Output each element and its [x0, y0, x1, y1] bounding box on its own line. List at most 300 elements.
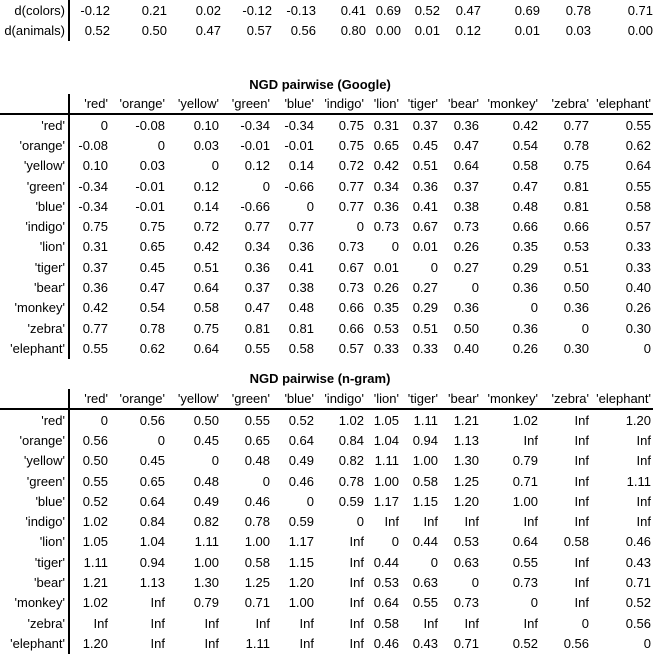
row-label: 'red' — [0, 409, 69, 430]
table-cell: 0.75 — [338, 137, 364, 153]
table-cell: 1.11 — [413, 412, 438, 428]
table-cell: 0.58 — [512, 158, 538, 174]
table-cell: 0 — [262, 473, 270, 489]
table-cell: Inf — [574, 432, 589, 448]
table-cell: 0.79 — [512, 453, 538, 469]
table-cell: 0.55 — [244, 412, 270, 428]
google-table-title: NGD pairwise (Google) — [249, 77, 391, 92]
column-header: 'zebra' — [540, 94, 591, 114]
table-row — [0, 409, 653, 430]
column-header: 'orange' — [110, 94, 167, 114]
table-cell: Inf — [574, 473, 589, 489]
table-cell: 0.36 — [453, 117, 479, 133]
table-cell: 0.44 — [412, 534, 438, 550]
table-cell: 0.75 — [338, 117, 364, 133]
table-cell: 0.00 — [627, 23, 653, 39]
table-cell: 0.48 — [288, 300, 314, 316]
column-header: 'tiger' — [401, 94, 440, 114]
table-cell: 0.26 — [373, 280, 399, 296]
table-cell: 0.31 — [373, 117, 399, 133]
table-cell: Inf — [150, 595, 165, 611]
table-cell: 0.66 — [563, 219, 589, 235]
table-cell: 0.52 — [414, 2, 440, 18]
table-row — [0, 430, 653, 450]
table-cell: 0.14 — [288, 158, 314, 174]
ngram-table-body — [0, 409, 653, 654]
table-cell: 0.31 — [82, 239, 108, 255]
table-cell: 0.63 — [453, 554, 479, 570]
row-label: 'indigo' — [0, 511, 69, 531]
table-cell: 0.37 — [412, 117, 438, 133]
table-cell: 0.01 — [414, 23, 440, 39]
table-cell: 0.27 — [453, 259, 479, 275]
table-cell: 0.52 — [82, 493, 108, 509]
table-cell: 0 — [100, 117, 108, 133]
table-cell: 0.34 — [373, 178, 399, 194]
row-label: 'elephant' — [0, 338, 69, 358]
table-cell: Inf — [349, 554, 364, 570]
column-header: 'bear' — [440, 389, 481, 409]
table-cell: 0.46 — [373, 635, 399, 651]
table-cell: 0 — [211, 158, 219, 174]
table-cell: 0.21 — [141, 2, 167, 18]
table-cell: 0.64 — [453, 158, 479, 174]
table-cell: 0.47 — [453, 137, 479, 153]
table-cell: 0.01 — [412, 239, 438, 255]
table-cell: 0.03 — [565, 23, 591, 39]
ngram-table — [0, 389, 653, 654]
table-row — [0, 114, 653, 135]
row-label: 'zebra' — [0, 318, 69, 338]
table-cell: 0.36 — [563, 300, 589, 316]
table-cell: 0.36 — [288, 239, 314, 255]
column-header: 'monkey' — [481, 94, 540, 114]
column-header: 'blue' — [272, 94, 316, 114]
table-cell: 0.73 — [338, 239, 364, 255]
table-cell: 1.15 — [288, 554, 314, 570]
table-cell: Inf — [636, 493, 651, 509]
row-label: 'orange' — [0, 430, 69, 450]
table-cell: 0.48 — [193, 473, 219, 489]
row-label: 'lion' — [0, 237, 69, 257]
table-cell: 0.81 — [244, 320, 270, 336]
table-cell: 0.94 — [412, 432, 438, 448]
ngram-header-row — [0, 389, 653, 409]
table-row — [0, 257, 653, 277]
table-cell: 0.77 — [244, 219, 270, 235]
table-cell: 1.21 — [453, 412, 479, 428]
table-row — [0, 237, 653, 257]
table-cell: 1.04 — [139, 534, 165, 550]
table-cell: 0.26 — [512, 340, 538, 356]
table-cell: 0.40 — [453, 340, 479, 356]
table-cell: Inf — [349, 615, 364, 631]
table-cell: 0.57 — [246, 23, 272, 39]
table-cell: Inf — [636, 514, 651, 530]
table-cell: 0.38 — [288, 280, 314, 296]
table-cell: 0.84 — [338, 432, 364, 448]
table-cell: 0 — [530, 300, 538, 316]
table-row — [0, 532, 653, 552]
table-row — [0, 216, 653, 236]
table-cell: -0.01 — [135, 198, 165, 214]
table-cell: 0.01 — [514, 23, 540, 39]
table-row — [0, 277, 653, 297]
table-cell: 1.05 — [82, 534, 108, 550]
table-cell: 0.56 — [563, 635, 589, 651]
table-cell: 0.71 — [625, 575, 651, 591]
table-cell: 0.12 — [193, 178, 219, 194]
table-cell: 0.03 — [193, 137, 219, 153]
table-cell: -0.66 — [284, 178, 314, 194]
table-cell: 0.42 — [512, 117, 538, 133]
table-cell: 0.78 — [338, 473, 364, 489]
table-cell: 0.51 — [412, 158, 438, 174]
table-cell: 1.25 — [453, 473, 479, 489]
table-cell: 0.64 — [625, 158, 651, 174]
table-cell: 0.50 — [141, 23, 167, 39]
table-cell: Inf — [150, 615, 165, 631]
table-cell: 0.58 — [244, 554, 270, 570]
table-cell: 0.50 — [193, 412, 219, 428]
table-cell: -0.34 — [78, 178, 108, 194]
table-cell: 0.84 — [139, 514, 165, 530]
table-cell: 0 — [157, 137, 165, 153]
table-cell: 1.21 — [82, 575, 108, 591]
column-header: 'red' — [69, 94, 110, 114]
table-row — [0, 338, 653, 358]
table-cell: Inf — [423, 615, 438, 631]
table-cell: 0.50 — [82, 453, 108, 469]
table-cell: 0.45 — [139, 259, 165, 275]
table-cell: 0.56 — [290, 23, 316, 39]
row-label: 'yellow' — [0, 451, 69, 471]
table-cell: 0.58 — [625, 198, 651, 214]
table-cell: 0.36 — [373, 198, 399, 214]
table-cell: 0.65 — [373, 137, 399, 153]
table-cell: 0.42 — [82, 300, 108, 316]
table-cell: 0.67 — [338, 259, 364, 275]
table-cell: Inf — [464, 615, 479, 631]
table-cell: 0.36 — [512, 280, 538, 296]
table-cell: 0.55 — [244, 340, 270, 356]
table-cell: 0.75 — [563, 158, 589, 174]
table-cell: 0.48 — [512, 198, 538, 214]
column-header: 'yellow' — [167, 94, 221, 114]
table-cell: 0.54 — [512, 137, 538, 153]
table-cell: 1.00 — [512, 493, 538, 509]
table-cell: 0.35 — [373, 300, 399, 316]
table-row — [0, 0, 655, 21]
table-cell: 0.94 — [139, 554, 165, 570]
table-row — [0, 451, 653, 471]
table-cell: Inf — [636, 453, 651, 469]
table-cell: Inf — [384, 514, 399, 530]
table-cell: 0.54 — [139, 300, 165, 316]
table-cell: 0.78 — [139, 320, 165, 336]
table-cell: 0.51 — [563, 259, 589, 275]
table-cell: 0 — [430, 554, 438, 570]
table-cell: 0 — [530, 595, 538, 611]
table-cell: 0 — [157, 432, 165, 448]
table-cell: 0.69 — [375, 2, 401, 18]
table-cell: 1.00 — [373, 473, 399, 489]
row-label: 'monkey' — [0, 298, 69, 318]
table-cell: 0.51 — [193, 259, 219, 275]
table-cell: Inf — [349, 534, 364, 550]
table-cell: 0.55 — [412, 595, 438, 611]
table-cell: 0.47 — [512, 178, 538, 194]
distance-table-block — [0, 0, 653, 41]
table-cell: 0.47 — [139, 280, 165, 296]
row-label: 'zebra' — [0, 613, 69, 633]
corner-cell — [0, 389, 69, 409]
table-cell: 1.17 — [373, 493, 399, 509]
table-cell: 0.47 — [455, 2, 481, 18]
table-cell: -0.01 — [135, 178, 165, 194]
table-cell: 0.45 — [139, 453, 165, 469]
table-cell: 0.75 — [139, 219, 165, 235]
table-cell: 0.33 — [373, 340, 399, 356]
table-cell: Inf — [204, 615, 219, 631]
table-cell: 0.75 — [193, 320, 219, 336]
table-cell: 0.59 — [338, 493, 364, 509]
table-cell: 0.73 — [453, 595, 479, 611]
table-cell: 0.12 — [244, 158, 270, 174]
table-cell: 1.11 — [374, 453, 399, 469]
table-cell: 0.38 — [453, 198, 479, 214]
distance-table — [0, 0, 655, 41]
table-cell: 0.64 — [373, 595, 399, 611]
column-header: 'green' — [221, 389, 272, 409]
table-cell: 0 — [306, 493, 314, 509]
table-cell: 0.43 — [625, 554, 651, 570]
row-label: d(colors) — [0, 0, 69, 21]
table-cell: 0.66 — [338, 300, 364, 316]
table-row — [0, 196, 653, 216]
table-cell: 0.45 — [193, 432, 219, 448]
table-cell: -0.34 — [284, 117, 314, 133]
google-table-block — [0, 94, 651, 359]
table-cell: Inf — [150, 635, 165, 651]
table-cell: 0.55 — [82, 473, 108, 489]
row-label: 'tiger' — [0, 257, 69, 277]
table-cell: Inf — [574, 453, 589, 469]
table-cell: 1.04 — [373, 432, 399, 448]
table-row — [0, 491, 653, 511]
table-cell: Inf — [464, 514, 479, 530]
column-header: 'tiger' — [401, 389, 440, 409]
table-cell: 0.12 — [455, 23, 481, 39]
table-cell: 0.53 — [373, 575, 399, 591]
column-header: 'lion' — [366, 389, 401, 409]
row-label: 'green' — [0, 471, 69, 491]
table-cell: 1.02 — [82, 595, 108, 611]
corner-cell — [0, 94, 69, 114]
row-label: 'lion' — [0, 532, 69, 552]
table-cell: 0 — [306, 198, 314, 214]
table-cell: 1.02 — [512, 412, 538, 428]
ngram-table-title: NGD pairwise (n-gram) — [249, 371, 391, 386]
table-cell: Inf — [93, 615, 108, 631]
table-cell: Inf — [574, 514, 589, 530]
table-cell: 0.36 — [412, 178, 438, 194]
column-header: 'indigo' — [316, 389, 366, 409]
table-cell: 0.50 — [563, 280, 589, 296]
column-header: 'green' — [221, 94, 272, 114]
column-header: 'lion' — [366, 94, 401, 114]
table-cell: 0.55 — [82, 340, 108, 356]
table-cell: 0.58 — [373, 615, 399, 631]
table-cell: 0.40 — [625, 280, 651, 296]
table-cell: 0.10 — [82, 158, 108, 174]
table-cell: 0.52 — [84, 23, 110, 39]
table-cell: 0.56 — [139, 412, 165, 428]
table-cell: 0.51 — [412, 320, 438, 336]
table-cell: 0 — [262, 178, 270, 194]
table-cell: 0 — [356, 219, 364, 235]
row-label: 'blue' — [0, 491, 69, 511]
table-cell: 1.20 — [625, 412, 651, 428]
table-cell: 0.45 — [412, 137, 438, 153]
row-label: 'bear' — [0, 572, 69, 592]
column-header: 'indigo' — [316, 94, 366, 114]
table-cell: 0.35 — [512, 239, 538, 255]
table-row — [0, 471, 653, 491]
table-cell: 0.48 — [244, 453, 270, 469]
table-cell: 0.26 — [453, 239, 479, 255]
table-cell: Inf — [349, 635, 364, 651]
table-cell: 0.46 — [625, 534, 651, 550]
table-cell: 1.00 — [288, 595, 314, 611]
table-cell: 0.41 — [340, 2, 366, 18]
table-cell: 0.42 — [373, 158, 399, 174]
table-cell: 0.66 — [512, 219, 538, 235]
table-cell: -0.34 — [78, 198, 108, 214]
table-cell: 0.30 — [563, 340, 589, 356]
table-cell: 0.46 — [288, 473, 314, 489]
table-cell: 0.10 — [193, 117, 219, 133]
column-header: 'yellow' — [167, 389, 221, 409]
table-cell: 1.20 — [453, 493, 479, 509]
table-cell: 0.56 — [625, 615, 651, 631]
table-cell: Inf — [574, 595, 589, 611]
table-cell: 1.17 — [288, 534, 314, 550]
table-cell: 1.30 — [193, 575, 219, 591]
table-cell: 0.58 — [563, 534, 589, 550]
table-cell: 0 — [430, 259, 438, 275]
table-cell: 0 — [471, 280, 479, 296]
table-cell: -0.08 — [78, 137, 108, 153]
table-cell: 0.01 — [373, 259, 399, 275]
table-cell: 0.56 — [82, 432, 108, 448]
table-cell: -0.08 — [135, 117, 165, 133]
table-cell: -0.12 — [242, 2, 272, 18]
row-label: 'green' — [0, 176, 69, 196]
table-cell: Inf — [574, 493, 589, 509]
table-cell: 0.14 — [193, 198, 219, 214]
table-cell: 0.77 — [338, 178, 364, 194]
table-cell: 1.13 — [453, 432, 479, 448]
table-cell: 0.67 — [412, 219, 438, 235]
table-cell: 0.64 — [193, 340, 219, 356]
table-cell: 0 — [581, 320, 589, 336]
table-cell: 0.33 — [625, 259, 651, 275]
table-cell: 0.53 — [453, 534, 479, 550]
table-cell: 0.33 — [625, 239, 651, 255]
table-cell: 0.72 — [338, 158, 364, 174]
table-cell: -0.13 — [286, 2, 316, 18]
table-cell: 0.78 — [244, 514, 270, 530]
table-cell: 0.42 — [193, 239, 219, 255]
table-cell: 0.26 — [625, 300, 651, 316]
table-cell: 0.55 — [625, 117, 651, 133]
column-header: 'monkey' — [481, 389, 540, 409]
row-label: 'yellow' — [0, 156, 69, 176]
table-cell: 0.03 — [139, 158, 165, 174]
table-cell: 0.58 — [193, 300, 219, 316]
table-cell: 0.27 — [412, 280, 438, 296]
table-cell: Inf — [349, 595, 364, 611]
table-cell: 0.78 — [563, 137, 589, 153]
table-cell: 1.20 — [288, 575, 314, 591]
table-cell: 0.73 — [453, 219, 479, 235]
table-cell: 1.05 — [373, 412, 399, 428]
table-cell: 0.29 — [512, 259, 538, 275]
table-cell: 0 — [391, 239, 399, 255]
table-cell: 1.11 — [245, 635, 270, 651]
table-cell: 1.02 — [338, 412, 364, 428]
google-table-body — [0, 114, 653, 359]
table-cell: 1.00 — [412, 453, 438, 469]
table-cell: 1.00 — [193, 554, 219, 570]
table-cell: 0.71 — [453, 635, 479, 651]
table-cell: 0 — [471, 575, 479, 591]
table-cell: 0.64 — [288, 432, 314, 448]
table-cell: 0.47 — [195, 23, 221, 39]
table-cell: 0.55 — [512, 554, 538, 570]
table-cell: Inf — [523, 514, 538, 530]
table-cell: 0.66 — [338, 320, 364, 336]
table-cell: 0 — [581, 615, 589, 631]
table-cell: 1.20 — [82, 635, 108, 651]
table-cell: -0.01 — [284, 137, 314, 153]
table-row — [0, 135, 653, 155]
table-cell: 0.62 — [625, 137, 651, 153]
table-cell: Inf — [349, 575, 364, 591]
table-cell: 0.71 — [627, 2, 653, 18]
table-cell: 1.30 — [453, 453, 479, 469]
table-cell: 0.72 — [193, 219, 219, 235]
table-cell: 0.65 — [244, 432, 270, 448]
table-cell: 0.53 — [373, 320, 399, 336]
table-cell: 0.65 — [139, 239, 165, 255]
table-cell: 0 — [211, 453, 219, 469]
table-cell: 0.37 — [82, 259, 108, 275]
table-cell: 0.49 — [193, 493, 219, 509]
table-cell: 0.73 — [373, 219, 399, 235]
table-cell: 0.00 — [375, 23, 401, 39]
table-cell: 0.55 — [625, 178, 651, 194]
table-cell: 0.65 — [139, 473, 165, 489]
table-cell: 0.64 — [193, 280, 219, 296]
table-row — [0, 633, 653, 653]
google-header-row — [0, 94, 653, 114]
table-cell: 0.57 — [338, 340, 364, 356]
table-row — [0, 176, 653, 196]
table-cell: 0.77 — [82, 320, 108, 336]
table-cell: 1.11 — [83, 554, 108, 570]
